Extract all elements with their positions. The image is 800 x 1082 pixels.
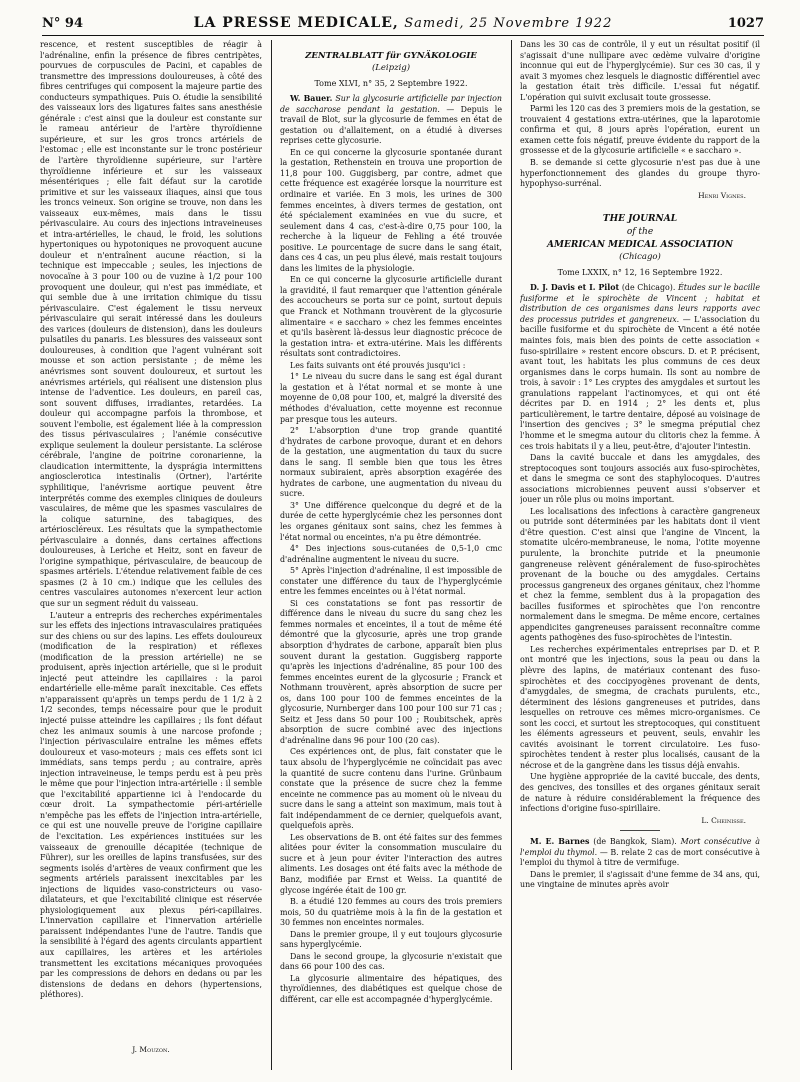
signature-vignes: Henri Vignes. xyxy=(698,190,746,200)
article-author-note: (de Chicago). xyxy=(621,283,676,293)
paragraph: Parmi les 120 cas des 3 premiers mois de la gestation, se trouvaient 4 gestations extra-utérines, que la laparotomie confirma et qui, 8 jours après l'opération, eurent un examen cette fois négatif, preuve évidente du rapport de la grossesse et de la glycosurie artificielle « e saccharo ». xyxy=(520,104,760,156)
paragraph: 4° Des injections sous-cutanées de 0,5-1,0 cmc d'adrénaline augmentent le niveau du sucre. xyxy=(280,544,502,564)
page-number: 1027 xyxy=(727,16,764,31)
paragraph: rescence, et restent susceptibles de réagir à l'adrénaline, enfin la présence de fibres centripètes, pourvues de corpuscules de Pacini, et capables de transmettre des impressions douloureuses, à côté des fibres centrifuges qui composent la majeure partie des conducteurs sympathiques. Puis O. étudie la sensibilité des vaisseaux lors des ligatures faites sans anesthésie générale : c'est ainsi que la douleur est constante sur le rameau antérieur de l'artère thyroïdienne supérieure, et sur les gros troncs artériels de l'estomac ; elle est inconstante sur le tronc postérieur de l'artère thyroïdienne supérieure, sur l'artère thyroïdienne inférieure et sur les vaisseaux mésentériques ; elle fait défaut sur la carotide primitive et sur les vaisseaux iliaques, ainsi que tous les troncs veineux. Son origine se trouve, non dans les vaisseaux eux-mêmes, mais dans le tissu périvasculaire. Au cours des injections intraveineuses et intra-artérielles, le chaud, le froid, les solutions hypertoniques ou hypotoniques ne provoquent aucune douleur et n'entraînent aucune réaction, si la technique est impeccable ; seules, les injections de novocaïne à 3 pour 100 ou de vuzine à 1/2 pour 100 provoquent une douleur, qui n'est pas immédiate, et qui semble due à une irritation chimique du tissu périvasculaire. C'est également le tissu nerveux périvasculaire qui serait intéressé dans les douleurs des varices (douleurs de distension), dans les douleurs pulsatiles du panaris. Les blessures des vaisseaux sont douloureuses, à condition que l'agent vulnérant soit mousse et son action persistante ; de même les anévrismes sont souvent douloureux, et surtout les anévrismes artériels, qui réalisent une distension plus intense de l'adventice. Les douleurs, en pareil cas, sont souvent diffuses, irradiantes, retardées. La douleur qui accompagne parfois la thrombose, et souvent l'embolie, est également liée à la compression des tissus périvasculaires ; l'anémie consécutive explique seulement la douleur persistante. La sclérose cérébrale, l'angine de poitrine coronarienne, la claudication intermittente, la dysprágia intermittens angiosclerotica intestinalis (Ortner), l'artérite syphilitique, l'anévrisme aortique peuvent être interprétés comme des exemples cliniques de douleurs vasculaires, de même que les spasmes vasculaires de la colique saturnine, des tabagiques, des artérioscléreux. Les résultats que la sympathectomie périvasculaire a donnés, dans certaines affections douloureuses, à Leriche et Heitz, sont en faveur de l'origine sympathique, périvasculaire, de beaucoup de spasmes artériels. L'étendue relativement faible de ces spasmes (2 à 10 cm.) indique que les cellules des centres vasculaires autonomes n'exercent leur action que sur un segment réduit du vaisseau. xyxy=(40,40,262,608)
article-title: Sur la glycosurie artificielle par injection de saccharose pendant la gestation. xyxy=(280,94,502,114)
paragraph: 3° Une différence quelconque du degré et de la durée de cette hyperglycémie chez les personnes dont les organes génitaux sont sains, chez les femmes à l'état normal ou enceintes, n'a pu être démontrée. xyxy=(280,500,502,542)
issue-number: N° 94 xyxy=(42,16,83,31)
column-rule-2 xyxy=(511,40,512,1070)
journal-title-line-3: AMERICAN MEDICAL ASSOCIATION xyxy=(547,240,733,251)
article-lead-text: — Depuis le travail de Blot, sur la glycosurie de femmes en état de gestation ou d'allaitement, on a étudié à diverses reprises cette glycosurie. xyxy=(280,104,502,146)
paragraph: Les recherches expérimentales entreprises par D. et P. ont montré que les injections, sous la peau ou dans la plèvre des lapins, de matériaux contenant des fuso-spirochètes et des coccipyogènes provenant de dents, d'amygdales, de smegma, de crachats purulents, etc., déterminent des lésions gangreneuses et putrides, dans lesquelles on retrouve ces mêmes micro-organismes. Ce sont les cocci, et surtout les streptocoques, qui constituent les éléments agresseurs et peuvent, seuls, envahir les cavités avoisinant le torrent circulatoire. Les fuso-spirochètes tendent à rester plus localisés, causant de la nécrose et de la gangrène dans les tissus déjà envahis. xyxy=(520,644,760,770)
paragraph: Si ces constatations se font pas ressortir de différence dans le niveau du sucre du sang chez les femmes normales et enceintes, il a tout de même été démontré que la glycosurie, après une trop grande absorption d'hydrates de carbone, apparaît bien plus souvent durant la gestation. Guggisberg rapporte qu'après les injections d'adrénaline, 85 pour 100 des femmes enceintes eurent de la glycosurie ; Franck et Nothmann trouvèrent, après absorption de sucre per os, dans 100 pour 100 de femmes enceintes de la glycosurie, Nurnberger dans 100 pour 100 sur 71 cas ; Seitz et Jess dans 50 pour 100 ; Roubitschek, après absorption de sucre combiné avec des injections d'adrénaline dans 96 pour 100 (20 cas). xyxy=(280,598,502,745)
paragraph: 1° Le niveau du sucre dans le sang est égal durant la gestation et à l'état normal et se monte à une moyenne de 0,08 pour 100, et, malgré la diversité des méthodes d'évaluation, cette moyenne est reconnue par presque tous les auteurs. xyxy=(280,372,502,424)
article2-lead xyxy=(520,837,760,869)
signature-mouzon: J. Mouzon. xyxy=(132,1044,170,1054)
running-head xyxy=(42,14,764,36)
journal-title-line-2: of the xyxy=(626,227,654,238)
paragraph: La glycosurie alimentaire des hépatiques, des thyroïdiennes, des diabétiques est quelque chose de différent, car elle est accompagnée d'hyperglycémie. xyxy=(280,973,502,1005)
paragraph: Ces expériences ont, de plus, fait constater que le taux absolu de l'hyperglycémie ne coïncidait pas avec la quantité de sucre contenu dans l'urine. Grünbaum constate que la présence de sucre chez la femme enceinte ne commence pas au moment où le niveau du sucre dans le sang a atteint son maximum, mais tout à fait indépendamment de ce dernier, quelquefois avant, quelquefois après. xyxy=(280,747,502,831)
column-1 xyxy=(40,40,262,1070)
paper-title: LA PRESSE MEDICALE, xyxy=(193,15,399,31)
paragraph: B. a étudié 120 femmes au cours des trois premiers mois, 50 du quatrième mois à la fin de la gestation et 30 femmes non enceintes normales. xyxy=(280,897,502,928)
paragraph: Les observations de B. ont été faites sur des femmes alitées pour éviter la consommation musculaire du sucre et à jeun pour éviter l'interaction des autres aliments. Les dosages ont été faits avec la méthode de Banz, modifiée par Ernst et Weiss. La quantité de glycose ingérée était de 100 gr. xyxy=(280,832,502,895)
paragraph: En ce qui concerne la glycosurie artificielle durant la gravidité, il faut remarquer que l'attention générale des accoucheurs se porta sur ce point, surtout depuis que Franck et Nothmann trouvèrent de la glycosurie alimentaire « e saccharo » chez les femmes enceintes et qu'ils basèrent là-dessus leur diagnostic précoce de la gestation intra- et extra-utérine. Mais les différents résultats sont contradictoires. xyxy=(280,275,502,359)
paragraph: Dans le premier, il s'agissait d'une femme de 34 ans, qui, une vingtaine de minutes après avoir xyxy=(520,869,760,890)
paragraph: Dans les 30 cas de contrôle, il y eut un résultat positif (il s'agissait d'une nullipare avec œdème vulvaire d'origine inconnue qui eut de l'hyperglycémie). Sur ces 30 cas, il y avait 3 myomes chez lesquels le diagnostic différentiel avec la gestation était très difficile. L'essai fut négatif. L'opération qui suivit exclusait toute grossesse. xyxy=(520,40,760,102)
article-author: D. J. Davis et I. Pilot xyxy=(530,283,620,293)
divider xyxy=(620,830,660,831)
paragraph: Les localisations des infections à caractère gangreneux ou putride sont déterminées par les habitats dont il vient d'être question. C'est ainsi que l'angine de Vincent, la stomatite ulcéro-membraneuse, le noma, l'otite moyenne purulente, la bronchite putride et la pneumonie gangreneuse relèvent généralement de fuso-spirochètes provenant de la bouche ou des amygdales. Certains processus gangreneux des organes génitaux, chez l'homme et chez la femme, semblent dus à la propagation des bacilles fusiformes et spirochètes que l'on rencontre normalement dans le smegma. De même encore, certaines appendicites gangreneuses paraissent reconnaître comme agents pathogènes des fuso-spirochètes de l'intestin. xyxy=(520,506,760,643)
paragraph: 2° L'absorption d'une trop grande quantité d'hydrates de carbone provoque, durant et en dehors de la gestation, une augmentation du taux du sucre dans le sang. Il semble bien que tous les êtres normaux subiraient, après absorption exagérée des hydrates de carbone, une augmentation du niveau du sucre. xyxy=(280,426,502,499)
paragraph: L'auteur a entrepris des recherches expérimentales sur les effets des injections intravasculaires pratiquées sur des chiens ou sur des lapins. Les effets douloureux (modification de la respiration) et réflexes (modification de la pression artérielle) ne se produisent, après injection artérielle, que si le produit injecté peut atteindre les capillaires : la paroi endartérielle elle-même paraît inexcitable. Ces effets n'apparaissent qu'après un temps perdu de 1 1/2 à 2 1/2 secondes, temps nécessaire pour que le produit injecté puisse atteindre les capillaires ; ils font défaut chez les animaux soumis à une narcose profonde ; l'injection périvasculaire entraîne les mêmes effets douloureux et vaso-moteurs ; mais ces effets sont ici immédiats, sans temps perdu ; au contraire, après injection intraveineuse, le temps perdu est à peu près le même que pour l'injection intra-artérielle : il semble que l'excitabilité appartienne ici à l'endocarde du cœur droit. La sympathectomie péri-artérielle n'empêche pas les effets de l'injection intra-artérielle, ce qui est une nouvelle preuve de l'origine capillaire de l'excitation. Les expériences instituées sur les vaisseaux de grenouille décapitée (technique de Führer), sur les oreilles de lapins transfusées, sur des segments isolés d'artères de veaux confirment que les segments artériels paraissent inexcitables par les injections de liquides vaso-constricteurs ou vaso-dilatateurs, et que l'excitabilité clinique est réservée physiologiquement aux plexus péri-capillaires. L'innervation capillaire et l'innervation artérielle paraissent indépendantes l'une de l'autre. Tandis que la sensibilité à l'égard des agents circulants appartient aux capillaires, les artères et les artérioles transmettent les excitations mécaniques provoquées par les compressions de dehors en dedans ou par les distensions de dedans en dehors (hypertensions, pléthores). xyxy=(40,610,262,1000)
paragraph: B. se demande si cette glycosurie n'est pas due à une hyperfonctionnement des glandes du groupe thyro-hypophyso-surrénal. xyxy=(520,158,760,189)
article2-author: M. E. Barnes xyxy=(530,837,590,847)
article-author: W. Bauer. xyxy=(290,94,333,104)
article-lead xyxy=(280,94,502,147)
paragraph: Une hygiène appropriée de la cavité buccale, des dents, des gencives, des tonsilles et des organes génitaux serait de nature à réduire considérablement la fréquence des infections d'origine fuso-spirillaire. xyxy=(520,772,760,814)
journal-title-line-1: THE JOURNAL xyxy=(602,214,678,225)
paragraph: Dans la cavité buccale et dans les amygdales, des streptocoques sont toujours associés aux fuso-spirochètes, et dans le smegma ce sont des staphylocoques. D'autres associations microbiennes peuvent aussi s'observer et jouer un rôle plus ou moins important. xyxy=(520,453,760,505)
signature-cheinisse: L. Cheinisse. xyxy=(701,815,746,825)
masthead-title xyxy=(42,15,764,31)
journal-title-zentralblatt: ZENTRALBLATT für GYNÄKOLOGIE xyxy=(305,51,477,61)
paragraph: Dans le premier groupe, il y eut toujours glycosurie sans hyperglycémie. xyxy=(280,929,502,950)
article-title: Études sur le bacille fusiforme et le spirochète de Vincent ; habitat et distribution de ces organismes dans leurs rapports avec des processus putrides et gangreneux. xyxy=(520,283,760,324)
tome-line: Tome LXXIX, n° 12, 16 Septembre 1922. xyxy=(557,267,723,277)
journal-city-chicago: (Chicago) xyxy=(619,252,661,263)
article2-title: Mort consécutive à l'emploi du thymol. xyxy=(520,837,760,857)
article2-author-note: (de Bangkok, Siam). xyxy=(593,837,677,847)
journal-city-leipzig: (Leipzig) xyxy=(371,63,411,73)
paragraph: Dans le second groupe, la glycosurie n'existait que dans 66 pour 100 des cas. xyxy=(280,951,502,972)
paragraph: 5° Après l'injection d'adrénaline, il est impossible de constater une différence du taux de l'hyperglycémie entre les femmes enceintes ou à l'état normal. xyxy=(280,566,502,597)
article2-lead-text: — B. relate 2 cas de mort consécutive à l'emploi du thymol à titre de vermifuge. xyxy=(520,847,760,868)
column-2 xyxy=(280,40,502,1070)
article-lead xyxy=(520,283,760,452)
article-lead-text: — L'association du bacille fusiforme et du spirochète de Vincent a été notée maintes fois, mais bien des points de cette association « fuso-spirillaire » restent encore obscurs. D. et P. précisent, avant tout, les habitats les plus communs de ces deux organismes dans le corps humain. Ils sont au nombre de trois, à savoir : 1° Les cryptes des amygdales et surtout les granulations rappelant l'actinomyces, et qui ont été décrites par D. en 1914 ; 2° les dents et, plus particulièrement, le tartre dentaire, déposé au voisinage de l'insertion des gencives ; 3° le smegma préputial chez l'homme et le smegma autour du clitoris chez la femme. À ces trois habitats il y a lieu, peut-être, d'ajouter l'intestin. xyxy=(520,314,760,451)
paragraph: En ce qui concerne la glycosurie spontanée durant la gestation, Rethenstein en trouva une proportion de 11,8 pour 100. Guggisberg, par contre, admet que cette fréquence est exagérée lorsque la nourriture est ordinaire et variée. En 3 mois, les urines de 300 femmes enceintes, à divers termes de gestation, ont été spécialement examinées en vue du sucre, et seulement dans 4 cas, c'est-à-dire 0,75 pour 100, la recherche à la liqueur de Fehling a été trouvée positive. Le pourcentage de sucre dans le sang était, dans ces 4 cas, un peu plus élevé, mais restait toujours dans les limites de la physiologie. xyxy=(280,147,502,273)
tome-line: Tome XLVI, n° 35, 2 Septembre 1922. xyxy=(314,78,468,88)
paragraph: Les faits suivants ont été prouvés jusqu'ici : xyxy=(290,360,466,370)
column-3 xyxy=(520,40,760,1070)
column-rule-1 xyxy=(271,40,272,1070)
issue-date: Samedi, 25 Novembre 1922 xyxy=(404,16,613,31)
